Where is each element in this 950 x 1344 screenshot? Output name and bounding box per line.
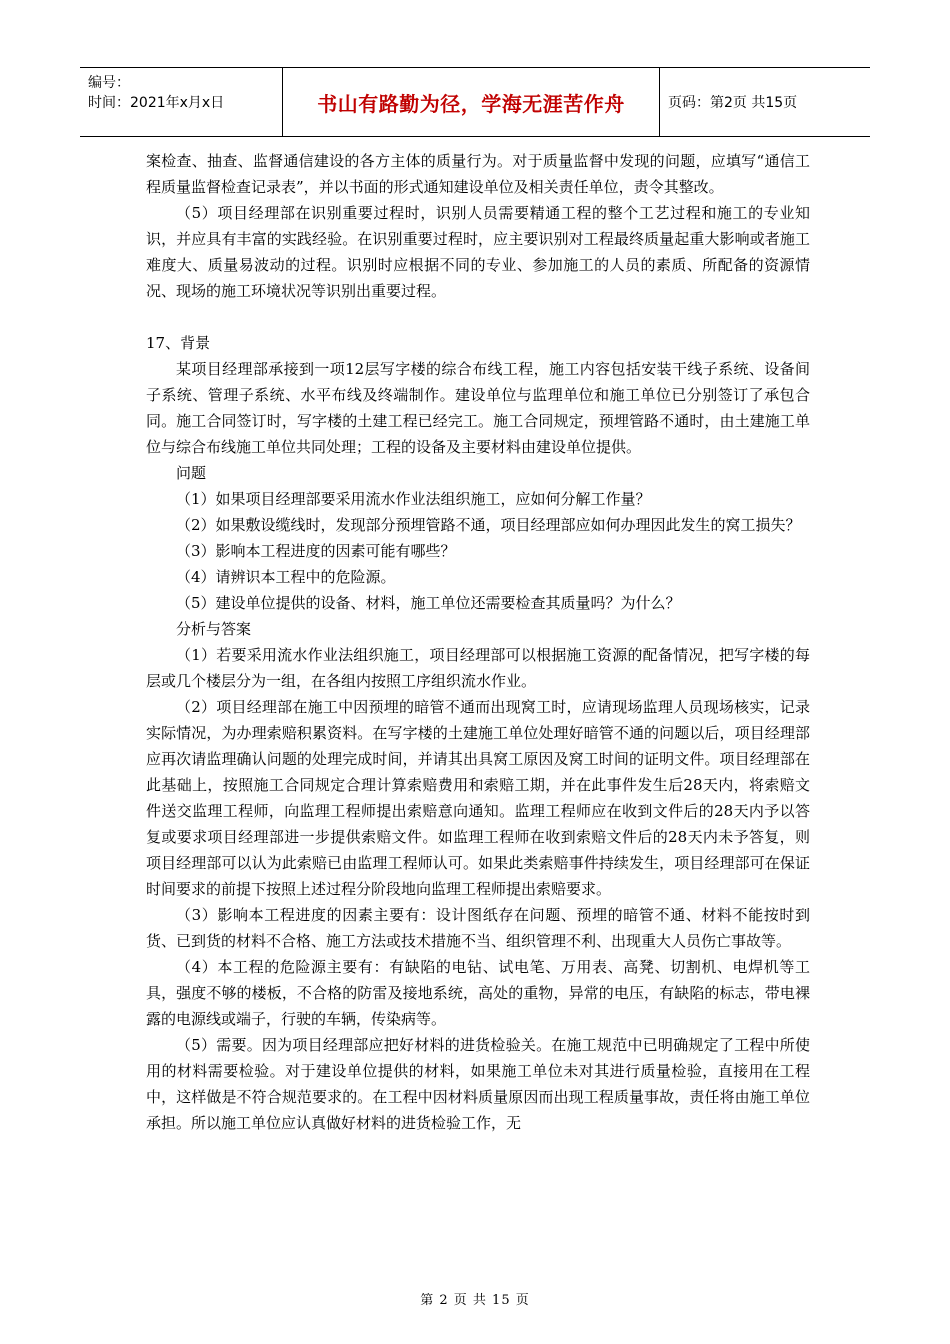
page-footer: 第 2 页 共 15 页 xyxy=(420,1293,530,1308)
paragraph: （1）如果项目经理部要采用流水作业法组织施工，应如何分解工作量？ xyxy=(176,490,651,508)
paragraph: （2）项目经理部在施工中因预埋的暗管不通而出现窝工时，应请现场监理人员现场核实，记录实际情况，为办理索赔积累资料。在写字楼的土建施工单位处理好暗管不通的问题以后，项目经理部应再次请监理确认问题的处理完成时间，并请其出具窝工原因及窝工时间的证明文件。项目经理部在此基础上，按照施工合同规定合理计算索赔费用和索赔工期，并在此事件发生后28天内，将索赔文件送交监理工程师，向监理工程师提出索赔意向通知。监理工程师应在收到文件后的28天内予以答复或要求项目经理部进一步提供索赔文件。如监理工程师在收到索赔文件后的28天内未予答复，则项目经理部可以认为此索赔已由监理工程师认可。如果此类索赔事件持续发生，项目经理部可在保证时间要求的前提下按照上述过程分阶段地向监理工程师提出索赔要求。 xyxy=(146,698,810,898)
paragraph: （3）影响本工程进度的因素主要有：设计图纸存在问题、预埋的暗管不通、材料不能按时到货、已到货的材料不合格、施工方法或技术措施不当、组织管理不利、出现重大人员伤亡事故等。 xyxy=(146,906,810,950)
paragraph: （4）本工程的危险源主要有：有缺陷的电钻、试电笔、万用表、高凳、切割机、电焊机等工具，强度不够的楼板，不合格的防雷及接地系统，高处的重物，异常的电压，有缺陷的标志，带电裸露的电源线或端子，行驶的车辆，传染病等。 xyxy=(146,958,810,1028)
paragraph-spacer xyxy=(146,304,810,330)
paragraph: 问题 xyxy=(176,464,207,482)
paragraph: 17、背景 xyxy=(146,334,211,352)
paragraph: （5）需要。因为项目经理部应把好材料的进货检验关。在施工规范中已明确规定了工程中所使用的材料需要检验。对于建设单位提供的材料，如果施工单位未对其进行质量检验，直接用在工程中，这样做是不符合规范要求的。在工程中因材料质量原因而出现工程质量事故，责任将由施工单位承担。所以施工单位应认真做好材料的进货检验工作，无 xyxy=(146,1036,810,1132)
paragraph: （1）若要采用流水作业法组织施工，项目经理部可以根据施工资源的配备情况，把写字楼的每层或几个楼层分为一组，在各组内按照工序组织流水作业。 xyxy=(146,646,810,690)
page-header xyxy=(80,67,870,137)
paragraph: 某项目经理部承接到一项12层写字楼的综合布线工程，施工内容包括安装干线子系统、设备间子系统、管理子系统、水平布线及终端制作。建设单位与监理单位和施工单位已分别签订了承包合同。施工合同签订时，写字楼的土建工程已经完工。施工合同规定，预埋管路不通时，由土建施工单位与综合布线施工单位共同处理；工程的设备及主要材料由建设单位提供。 xyxy=(146,360,810,456)
paragraph: （3）影响本工程进度的因素可能有哪些？ xyxy=(176,542,456,560)
paragraph: （4）请辨识本工程中的危险源。 xyxy=(176,568,396,586)
paragraph: （2）如果敷设缆线时，发现部分预埋管路不通，项目经理部应如何办理因此发生的窝工损失？ xyxy=(176,516,801,534)
document-body xyxy=(146,148,810,1136)
paragraph: （5）项目经理部在识别重要过程时，识别人员需要精通工程的整个工艺过程和施工的专业知识，并应具有丰富的实践经验。在识别重要过程时，应主要识别对工程最终质量起重大影响或者施工难度大、质量易波动的过程。识别时应根据不同的专业、参加施工的人员的素质、所配备的资源情况、现场的施工环境状况等识别出重要过程。 xyxy=(146,204,810,300)
paragraph: （5）建设单位提供的设备、材料，施工单位还需要检查其质量吗？为什么？ xyxy=(176,594,681,612)
header-meta-cell xyxy=(80,68,283,136)
header-motto: 书山有路勤为径，学海无涯苦作舟 xyxy=(283,68,660,136)
header-number-label: 编号： xyxy=(88,75,130,91)
header-time-label: 时间：2021年x月x日 xyxy=(88,95,225,111)
paragraph: 案检查、抽查、监督通信建设的各方主体的质量行为。对于质量监督中发现的问题，应填写“通信工程质量监督检查记录表”，并以书面的形式通知建设单位及相关责任单位，责令其整改。 xyxy=(146,152,810,196)
header-page-info: 页码：第2页 共15页 xyxy=(668,95,798,111)
paragraph: 分析与答案 xyxy=(176,620,252,638)
